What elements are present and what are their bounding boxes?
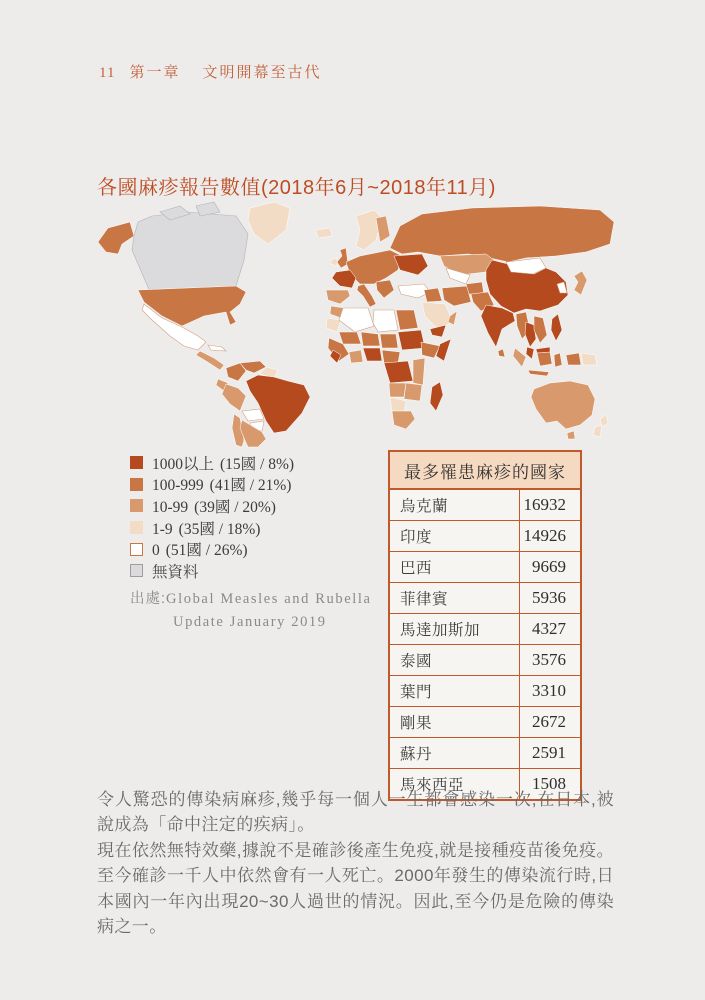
country-cell: 剛果: [389, 707, 520, 738]
map-region-saudi-arabia: [422, 302, 453, 329]
value-cell: 14926: [520, 521, 582, 552]
legend-item: [130, 517, 294, 539]
legend-item: [130, 560, 294, 582]
chapter-title: 文明開幕至古代: [202, 64, 322, 81]
map-region-spain: [326, 290, 350, 304]
map-region-sulawesi: [554, 353, 562, 367]
page-number: 11: [99, 65, 116, 81]
map-region-new-zealand: [593, 425, 602, 437]
figure-source: [130, 588, 372, 634]
map-region-philippines: [551, 314, 562, 341]
value-cell: 9669: [520, 552, 582, 583]
map-region-balkans: [376, 280, 394, 298]
map-region-iraq: [424, 288, 442, 302]
map-region-madagascar: [430, 382, 443, 411]
map-region-east-africa: [413, 358, 425, 385]
table-row: [389, 676, 581, 707]
map-region-libya: [373, 310, 398, 332]
body-paragraph: 現在依然無特效藥,據說不是確診後產生免疫,就是接種疫苗後免疫。至今確診一千人中依然會有一人死亡。2000年發生的傳染流行時,日本國內一年內出現20~30人過世的情況。因此,至今仍是危險的傳染病之一。: [97, 840, 614, 937]
legend-range: 1000以上: [152, 455, 215, 473]
legend-range: 10-99: [152, 498, 189, 516]
table-title: 最多罹患麻疹的國家: [389, 451, 581, 489]
country-cell: 馬達加斯加: [389, 614, 520, 645]
legend-stat: (15國 / 8%): [220, 455, 295, 473]
map-region-canada: [132, 212, 248, 292]
map-region-ukraine: [394, 254, 428, 275]
map-region-congo: [384, 361, 413, 383]
table-row: [389, 614, 581, 645]
legend-stat: (51國 / 26%): [165, 542, 248, 560]
map-legend: [130, 452, 294, 582]
map-region-ireland: [331, 258, 337, 266]
legend-swatch-1000plus: [130, 456, 143, 469]
table-row: [389, 583, 581, 614]
map-region-iran: [442, 286, 471, 306]
map-region-bolivia: [242, 409, 264, 421]
map-region-japan: [574, 271, 587, 295]
map-region-java: [528, 370, 549, 376]
map-region-alaska: [98, 222, 134, 254]
table-row: [389, 489, 581, 521]
chapter-label: 第一章: [129, 64, 181, 81]
map-region-sri-lanka: [498, 349, 505, 357]
map-region-angola: [389, 383, 406, 397]
country-cell: 蘇丹: [389, 738, 520, 769]
world-map-svg: [88, 198, 618, 448]
figure-title: 各國麻疹報告數值(2018年6月~2018年11月): [97, 177, 496, 199]
map-region-mali: [339, 332, 361, 344]
legend-item: [130, 538, 294, 560]
source-text-line2: Update January 2019: [173, 614, 327, 630]
map-region-sudan: [398, 330, 425, 350]
map-region-namibia: [390, 397, 406, 413]
value-cell: 3310: [520, 676, 582, 707]
map-region-oman: [448, 311, 457, 325]
map-region-borneo: [537, 352, 552, 366]
legend-stat: (35國 / 18%): [178, 520, 261, 538]
country-cell: 菲律賓: [389, 583, 520, 614]
value-cell: 16932: [520, 489, 582, 521]
value-cell: 2591: [520, 738, 582, 769]
table-row: [389, 707, 581, 738]
map-region-chad: [380, 334, 398, 348]
map-region-italy: [357, 284, 376, 307]
map-region-zambia: [404, 383, 422, 401]
country-cell: 泰國: [389, 645, 520, 676]
legend-swatch-100-999: [130, 478, 143, 491]
map-region-india: [481, 305, 515, 347]
legend-range: 100-999: [152, 477, 204, 495]
legend-item: [130, 452, 294, 474]
map-region-cuba: [208, 345, 226, 351]
value-cell: 1508: [520, 769, 582, 801]
map-region-sumatra: [513, 348, 526, 367]
legend-item: [130, 474, 294, 496]
map-region-australia: [531, 381, 595, 429]
source-text-line1: Global Measles and Rubella: [166, 591, 372, 607]
country-cell: 馬來西亞: [389, 769, 520, 801]
map-region-papua-new-guinea: [581, 353, 597, 365]
table-row: [389, 521, 581, 552]
map-region-central-america: [196, 351, 224, 370]
legend-range: 0: [152, 542, 160, 560]
country-cell: 巴西: [389, 552, 520, 583]
map-region-ghana: [349, 350, 363, 363]
map-region-somalia: [436, 339, 451, 361]
body-text: [97, 787, 614, 939]
legend-item: [130, 495, 294, 517]
map-region-niger: [361, 332, 380, 346]
map-region-uk: [337, 248, 348, 268]
table-row: [389, 645, 581, 676]
map-region-arctic-islands: [196, 202, 220, 216]
table-row: [389, 738, 581, 769]
map-region-west-papua: [566, 353, 581, 365]
map-region-malaysia: [526, 347, 534, 359]
value-cell: 4327: [520, 614, 582, 645]
map-region-yemen: [430, 325, 446, 337]
world-choropleth-map: [88, 198, 618, 448]
value-cell: 3576: [520, 645, 582, 676]
map-region-egypt: [396, 310, 418, 330]
country-cell: 烏克蘭: [389, 489, 520, 521]
table-row: [389, 552, 581, 583]
map-region-cameroon: [382, 350, 400, 363]
value-cell: 5936: [520, 583, 582, 614]
map-region-greenland: [248, 202, 290, 244]
country-cell: 葉門: [389, 676, 520, 707]
legend-swatch-10-99: [130, 499, 143, 512]
value-cell: 2672: [520, 707, 582, 738]
map-region-south-africa: [392, 411, 415, 429]
map-region-finland: [376, 216, 390, 242]
map-region-tasmania: [567, 431, 575, 439]
map-region-borneo-malaysia: [536, 347, 550, 353]
source-prefix: 出處:: [130, 591, 167, 607]
legend-range: 無資料: [152, 563, 199, 581]
legend-stat: (39國 / 20%): [194, 498, 276, 516]
chapter-header: [99, 61, 321, 82]
legend-range: 1-9: [152, 520, 173, 538]
legend-swatch-1-9: [130, 521, 143, 534]
country-cell: 印度: [389, 521, 520, 552]
map-region-algeria: [339, 308, 374, 332]
map-region-iceland: [316, 228, 332, 238]
map-region-peru: [222, 384, 246, 411]
top-countries-table: [388, 450, 582, 801]
legend-stat: (41國 / 21%): [209, 477, 292, 495]
legend-swatch-no-data: [130, 564, 143, 577]
map-region-nigeria: [363, 348, 382, 361]
legend-swatch-zero: [130, 543, 143, 556]
map-region-russia: [390, 206, 614, 262]
body-paragraph: 令人驚恐的傳染病麻疹,幾乎每一個人一生都會感染一次,在日本,被說成為「命中注定的疾病」。: [97, 790, 614, 835]
